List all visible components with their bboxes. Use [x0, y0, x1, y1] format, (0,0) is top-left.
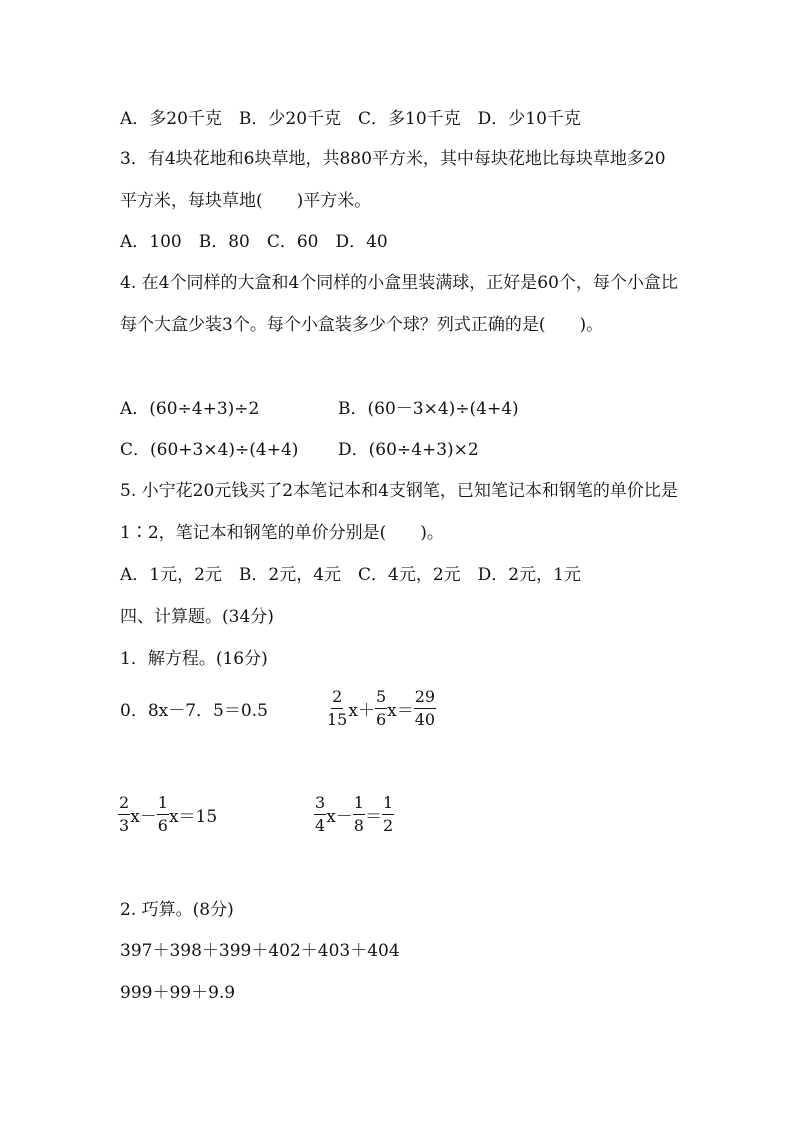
q2-options: A．多20千克 B．少20千克 C．多10千克 D．少10千克: [120, 109, 581, 129]
q5-options: A．1元，2元 B．2元，4元 C．4元，2元 D．2元，1元: [120, 565, 581, 585]
q3-stem: 3．有4块花地和6块草地，共880平方米，其中每块花地比每块草地多20平方米，每块草地( )平方米。: [120, 149, 666, 211]
fraction: $\frac{3}{4}$: [315, 793, 326, 835]
fraction: $\frac{5}{6}$: [375, 687, 387, 729]
sub1-title: 1．解方程。(16分): [120, 649, 268, 669]
q4-option-c: C．(60+3×4)÷(4+4): [120, 440, 299, 460]
fraction: $\frac{1}{2}$: [382, 793, 394, 835]
equation-1: 0．8x－7．5＝0.5: [120, 701, 268, 721]
calc-line-2: 999＋99＋9.9: [120, 983, 236, 1003]
equation-2: $\frac{2}{15}$ x＋ $\frac{5}{6}$ x＝ $\frac{29}{40}$: [327, 687, 436, 729]
equation-4: $\frac{3}{4}$ x－ $\frac{1}{8}$ ＝ $\frac{1}{2}$: [315, 793, 394, 835]
fraction: $\frac{2}{3}$: [119, 793, 130, 835]
calc-line-1: 397＋398＋399＋402＋403＋404: [120, 941, 400, 961]
q4-option-b: B．(60－3×4)÷(4+4): [338, 399, 519, 419]
fraction: $\frac{1}{8}$: [353, 793, 364, 835]
q4-option-d: D．(60÷4+3)×2: [338, 440, 479, 460]
fraction: $\frac{1}{6}$: [157, 793, 168, 835]
q4-stem: 4. 在4个同样的大盒和4个同样的小盒里装满球，正好是60个，每个小盒比每个大盒少装3个。每个小盒装多少个球？列式正确的是( )。: [120, 273, 678, 335]
sub2-title: 2. 巧算。(8分): [120, 900, 234, 920]
fraction: $\frac{29}{40}$: [414, 687, 436, 729]
q3-options: A．100 B．80 C．60 D．40: [120, 232, 388, 252]
q4-option-a: A．(60÷4+3)÷2: [120, 399, 260, 419]
fraction: $\frac{2}{15}$: [327, 687, 348, 729]
section4-heading: 四、计算题。(34分): [120, 607, 274, 627]
q5-stem: 5. 小宁花20元钱买了2本笔记本和4支钢笔，已知笔记本和钢笔的单价比是1∶2，笔记本和钢笔的单价分别是( )。: [120, 481, 678, 543]
equation-3: $\frac{2}{3}$ x－ $\frac{1}{6}$ x＝15: [119, 793, 218, 835]
